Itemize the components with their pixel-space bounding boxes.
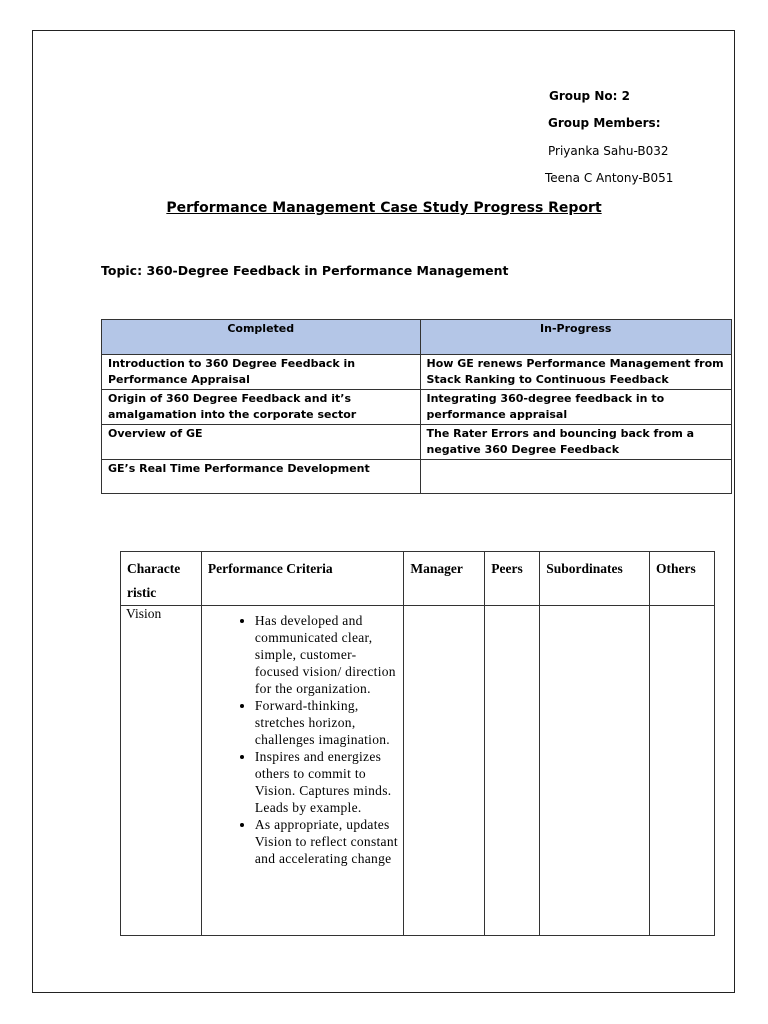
others-cell [650,606,715,936]
progress-table [101,319,732,494]
manager-header: Manager [404,552,485,606]
list-item: • As appropriate, updates Vision to reflect constant and accelerating change [255,816,399,867]
completed-item: Origin of 360 Degree Feedback and it’s amalgamation into the corporate sector [102,390,421,425]
performance-criteria-header: Performance Criteria [201,552,404,606]
characteristic-header: Characte ristic [121,552,202,606]
table-row [102,355,732,390]
in-progress-item: The Rater Errors and bouncing back from a negative 360 Degree Feedback [420,425,732,460]
completed-item: Introduction to 360 Degree Feedback in Performance Appraisal [102,355,421,390]
list-item: • Inspires and energizes others to commit to Vision. Captures minds. Leads by example. [255,748,399,816]
subordinates-header: Subordinates [540,552,650,606]
criteria-header-row [121,552,715,606]
progress-header-row [102,320,732,355]
in-progress-header: In-Progress [420,320,732,355]
characteristic-cell: Vision [121,606,202,936]
group-members-label: Group Members: [548,116,661,130]
list-item: • Has developed and communicated clear, simple, customer-focused vision/ direction for the organization. [255,612,399,697]
criteria-list [207,612,399,867]
group-member: Teena C Antony-B051 [545,171,674,185]
criteria-table [120,551,715,936]
manager-cell [404,606,485,936]
others-header: Others [650,552,715,606]
completed-item: Overview of GE [102,425,421,460]
table-row [102,460,732,494]
table-row [121,606,715,936]
topic-line: Topic: 360-Degree Feedback in Performance Management [101,263,509,278]
table-row [102,425,732,460]
group-member: Priyanka Sahu-B032 [548,144,669,158]
report-title: Performance Management Case Study Progress Report [166,200,602,216]
in-progress-item: How GE renews Performance Management from Stack Ranking to Continuous Feedback [420,355,732,390]
in-progress-item [420,460,732,494]
group-number: Group No: 2 [549,89,630,103]
table-row [102,390,732,425]
peers-header: Peers [485,552,540,606]
subordinates-cell [540,606,650,936]
completed-item: GE’s Real Time Performance Development [102,460,421,494]
criteria-cell [201,606,404,936]
in-progress-item: Integrating 360-degree feedback in to performance appraisal [420,390,732,425]
peers-cell [485,606,540,936]
completed-header: Completed [102,320,421,355]
list-item: • Forward-thinking, stretches horizon, challenges imagination. [255,697,399,748]
